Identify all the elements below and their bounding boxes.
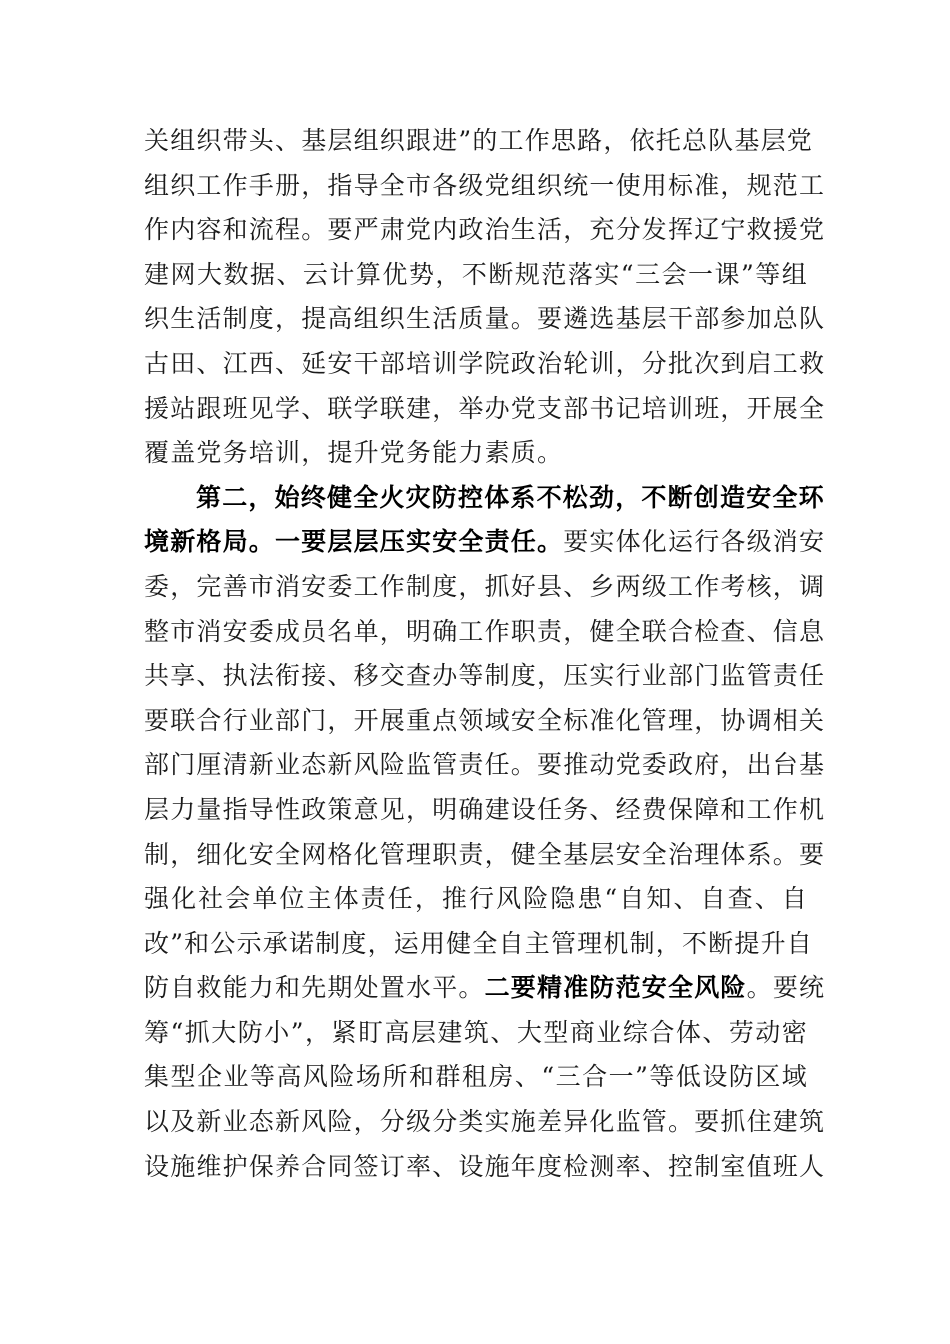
text-line <box>144 966 826 1011</box>
bold-text-segment: 第二，始终健全火灾防控体系不松劲，不断创造安全环 <box>196 482 825 512</box>
text-segment: 制，细化安全网格化管理职责，健全基层安全治理体系。要 <box>144 839 826 869</box>
text-line <box>144 431 808 476</box>
text-line <box>144 476 825 521</box>
body-text <box>144 119 826 1189</box>
text-segment: 要实体化运行各级消安 <box>563 527 826 557</box>
text-segment: 部门厘清新业态新风险监管责任。要推动党委政府，出台基 <box>144 750 826 780</box>
text-line <box>144 119 813 164</box>
text-line <box>144 297 826 342</box>
text-segment: 作内容和流程。要严肃党内政治生活，充分发挥辽宁救援党 <box>144 215 826 245</box>
text-segment: 关组织带头、基层组织跟进”的工作思路，依托总队基层党 <box>144 126 813 155</box>
text-segment: 。要统 <box>746 973 826 1003</box>
text-segment: 共享、执法衔接、移交查办等制度，压实行业部门监管责任 <box>144 661 826 691</box>
text-segment: 集型企业等高风险场所和群租房、“三合一”等低设防区域 <box>144 1062 808 1092</box>
text-line <box>144 699 826 744</box>
text-segment: 整市消安委成员名单，明确工作职责，健全联合检查、信息 <box>144 616 826 646</box>
text-line <box>144 1145 826 1190</box>
bold-text-segment: 境新格局。一要层层压实安全责任。 <box>144 527 564 557</box>
text-segment: 以及新业态新风险，分级分类实施差异化监管。要抓住建筑 <box>144 1107 826 1137</box>
text-line <box>144 387 826 432</box>
text-segment: 要联合行业部门，开展重点领域安全标准化管理，协调相关 <box>144 705 826 735</box>
text-line <box>144 743 826 788</box>
text-segment: 建网大数据、云计算优势，不断规范落实“三会一课”等组 <box>144 259 808 289</box>
text-segment: 筹“抓大防小”，紧盯高层建筑、大型商业综合体、劳动密 <box>144 1017 808 1047</box>
text-segment: 委，完善市消安委工作制度，抓好县、乡两级工作考核，调 <box>144 571 826 601</box>
text-segment: 织生活制度，提高组织生活质量。要遴选基层干部参加总队 <box>144 304 826 334</box>
text-line <box>144 208 826 253</box>
text-line <box>144 565 826 610</box>
bold-text-segment: 二要精准防范安全风险 <box>484 973 747 1003</box>
text-segment: 援站跟班见学、联学联建，举办党支部书记培训班，开展全 <box>144 393 826 423</box>
text-line <box>144 253 808 298</box>
text-line <box>144 877 808 922</box>
text-segment: 古田、江西、延安干部培训学院政治轮训，分批次到启工救 <box>144 348 826 378</box>
text-segment: 防自救能力和先期处置水平。 <box>144 973 485 1003</box>
text-segment: 组织工作手册，指导全市各级党组织统一使用标准，规范工 <box>144 170 826 200</box>
text-line <box>144 520 826 565</box>
text-line <box>144 833 826 878</box>
text-segment: 层力量指导性政策意见，明确建设任务、经费保障和工作机 <box>144 794 826 824</box>
text-segment: 强化社会单位主体责任，推行风险隐患“自知、自查、自 <box>144 884 808 914</box>
text-line <box>144 610 826 655</box>
text-line <box>144 1011 808 1056</box>
text-line <box>144 922 813 967</box>
text-line <box>144 1055 808 1100</box>
text-line <box>144 654 826 699</box>
text-segment: 设施维护保养合同签订率、设施年度检测率、控制室值班人 <box>144 1151 826 1181</box>
text-segment: 改”和公示承诺制度，运用健全自主管理机制，不断提升自 <box>144 928 813 958</box>
text-line <box>144 164 826 209</box>
text-line <box>144 1100 826 1145</box>
text-line <box>144 788 826 833</box>
text-line <box>144 342 826 387</box>
text-segment: 覆盖党务培训，提升党务能力素质。 <box>144 438 564 468</box>
